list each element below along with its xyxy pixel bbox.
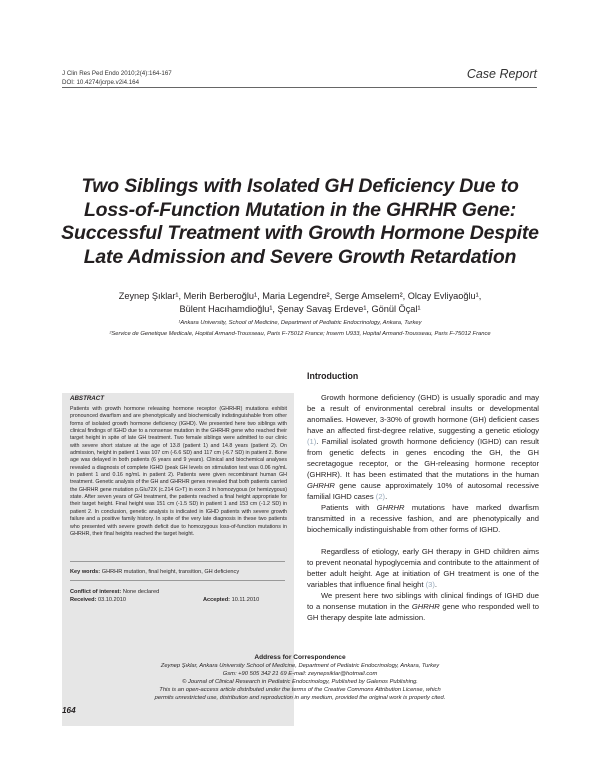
accepted-value: 10.11.2010 <box>231 597 260 603</box>
keywords-value: GHRHR mutation, final height, transition, GH deficiency <box>101 569 240 575</box>
conflict-label: Conflict of interest: <box>70 589 122 595</box>
affiliation-2: ²Service de Genetique Medicale, Hopital Armand-Trousseau, Paris F-75012 France; Inserm U933, Hopital Armand-Trousseau, Paris F-75012 France <box>109 330 491 337</box>
correspondence-contact: Gsm: +90 505 342 21 69 E-mail: zeynepsiklar@hotmail.com <box>222 671 378 677</box>
author-list <box>62 290 538 316</box>
author-line: Zeynep Şıklar¹, Merih Berberoğlu¹, Maria Legendre², Serge Amselem², Olcay Evliyaoğlu¹, <box>118 291 482 301</box>
paragraph: Regardless of etiology, early GH therapy in GHD children aims to prevent neonatal hypoglycemia and contribute to the attainment of better adult height. Age at initiation of GH treatment is one of the variables that influence final height (3). <box>307 547 539 589</box>
citation-link[interactable]: (1) <box>307 437 317 446</box>
copyright-line: © Journal of Clinical Research in Pediatric Endocrinology, Published by Galenos Publishing. <box>182 679 418 685</box>
received-date <box>70 596 126 604</box>
page-number: 164 <box>62 706 76 715</box>
author-line: Bülent Hacıhamdioğlu¹, Şenay Savaş Erdeve¹, Gönül Öçal¹ <box>179 304 421 314</box>
header-divider <box>62 87 537 88</box>
affiliations <box>62 318 538 339</box>
section-label: Case Report <box>466 67 537 81</box>
correspondence <box>62 654 538 702</box>
conflict-value: None declared <box>122 589 160 595</box>
affiliation-1: ¹Ankara University, School of Medicine, Department of Pediatric Endocrinology, Ankara, Turkey <box>178 320 422 326</box>
abstract-heading: ABSTRACT <box>70 395 105 402</box>
license-line: permits unrestricted use, distribution and reproduction in any medium, provided the original work is properly cited. <box>154 695 446 701</box>
paragraph: Growth hormone deficiency (GHD) is usually sporadic and may be a result of environmental cerebral insults or developmental anomalies. However, 3-30% of growth hormone (GH) deficient cases have an affected first-degree relative, suggesting a genetic etiology (1). Familial isolated growth hormone deficiency (IGHD) can result from genetic defects in genes encoding the GH, the GH secretagogue receptor, or the GH-releasing hormone receptor (GHRHR). It has been estimated that the mutations in the human GHRHR gene cause approximately 10% of autosomal recessive familial IGHD cases (2). <box>307 393 539 501</box>
introduction-body <box>307 392 539 623</box>
paragraph: Patients with GHRHR mutations have marked dwarfism transmitted in a recessive fashion, and are phenotypically and biochemically indistinguishable from other forms of IGHD. <box>307 503 539 534</box>
keywords-label: Key words: <box>70 569 101 575</box>
keywords <box>70 569 287 577</box>
paragraph: We present here two siblings with clinical findings of IGHD due to a nonsense mutation in the GHRHR gene who responded well to GH therapy despite late admission. <box>307 591 539 622</box>
journal-citation <box>62 69 172 87</box>
correspondence-heading: Address for Correspondence <box>254 654 346 661</box>
title-line: Loss-of-Function Mutation in the GHRHR Gene: <box>83 198 517 221</box>
abstract-divider <box>70 580 285 581</box>
citation-link[interactable]: (3) <box>425 580 435 589</box>
conflict-of-interest <box>70 588 159 596</box>
received-label: Received: <box>70 597 97 603</box>
received-value: 03.10.2010 <box>98 597 126 603</box>
citation-link[interactable]: (2) <box>375 492 386 501</box>
abstract-divider <box>70 561 285 562</box>
license-line: This is an open-access article distributed under the terms of the Creative Commons Attribution License, which <box>159 687 441 693</box>
accepted-label: Accepted: <box>203 597 231 603</box>
title-line: Late Admission and Severe Growth Retardation <box>83 245 517 268</box>
title-line: Successful Treatment with Growth Hormone Despite <box>61 222 539 244</box>
doi: DOI: 10.4274/jcrpe.v2i4.164 <box>62 79 140 86</box>
accepted-date <box>203 596 259 604</box>
title-line: Two Siblings with Isolated GH Deficiency Due to <box>81 175 519 197</box>
article-title <box>60 175 540 269</box>
journal-reference: J Clin Res Ped Endo 2010;2(4):164-167 <box>62 70 172 77</box>
introduction-heading: Introduction <box>307 371 359 381</box>
abstract-text: Patients with growth hormone releasing hormone receptor (GHRHR) mutations exhibit pronounced dwarfism and are phenotypically and biochemically indistinguishable from other forms of isolated growth hormone deficiency (IGHD). We presented here two siblings with clinical findings of IGHD due to a nonsense mutation in the GHRHR gene who reached their target height in spite of late GH treatment. Two female siblings were admitted to our clinic with severe short stature at the age of 13.8 (patient 1) and 14.8 years (patient 2). On admission, height in patient 1 was 107 cm (-6.6 SD) and 117 cm (-6.7 SD) in patient 2. Bone age was delayed in both patients (6 years and 9 years). Clinical and biochemical analyses revealed a diagnosis of complete IGHD (peak GH levels on stimulation test was 0.06 ng/mL in patient 1 and 0.16 ng/mL in patient 2). Patients were given recombinant human GH treatment. Genetic analysis of the GH and GHRHR genes revealed that both patients carried the GHRHR gene mutation p.Glu72X (c.214 G>T) in exon 3 in homozygous (or hemizygous) state. After seven years of GH treatment, the patients reached a final height appropriate for their target height. Final height was 151 cm (-1.5 SD) in patient 1 and 153 cm (-1.2 SD) in patient 2. In conclusion, genetic analysis is indicated in IGHD patients with severe growth failure and a positive family history. In spite of the very late diagnosis in these two patients who presented with severe growth deficit due to homozygous loss-of-function mutations in GHRHR, their final heights reached the target height. <box>70 406 287 537</box>
correspondence-address: Zeynep Şıklar, Ankara University School of Medicine, Department of Pediatric Endocrinology, Ankara, Turkey <box>160 663 440 669</box>
